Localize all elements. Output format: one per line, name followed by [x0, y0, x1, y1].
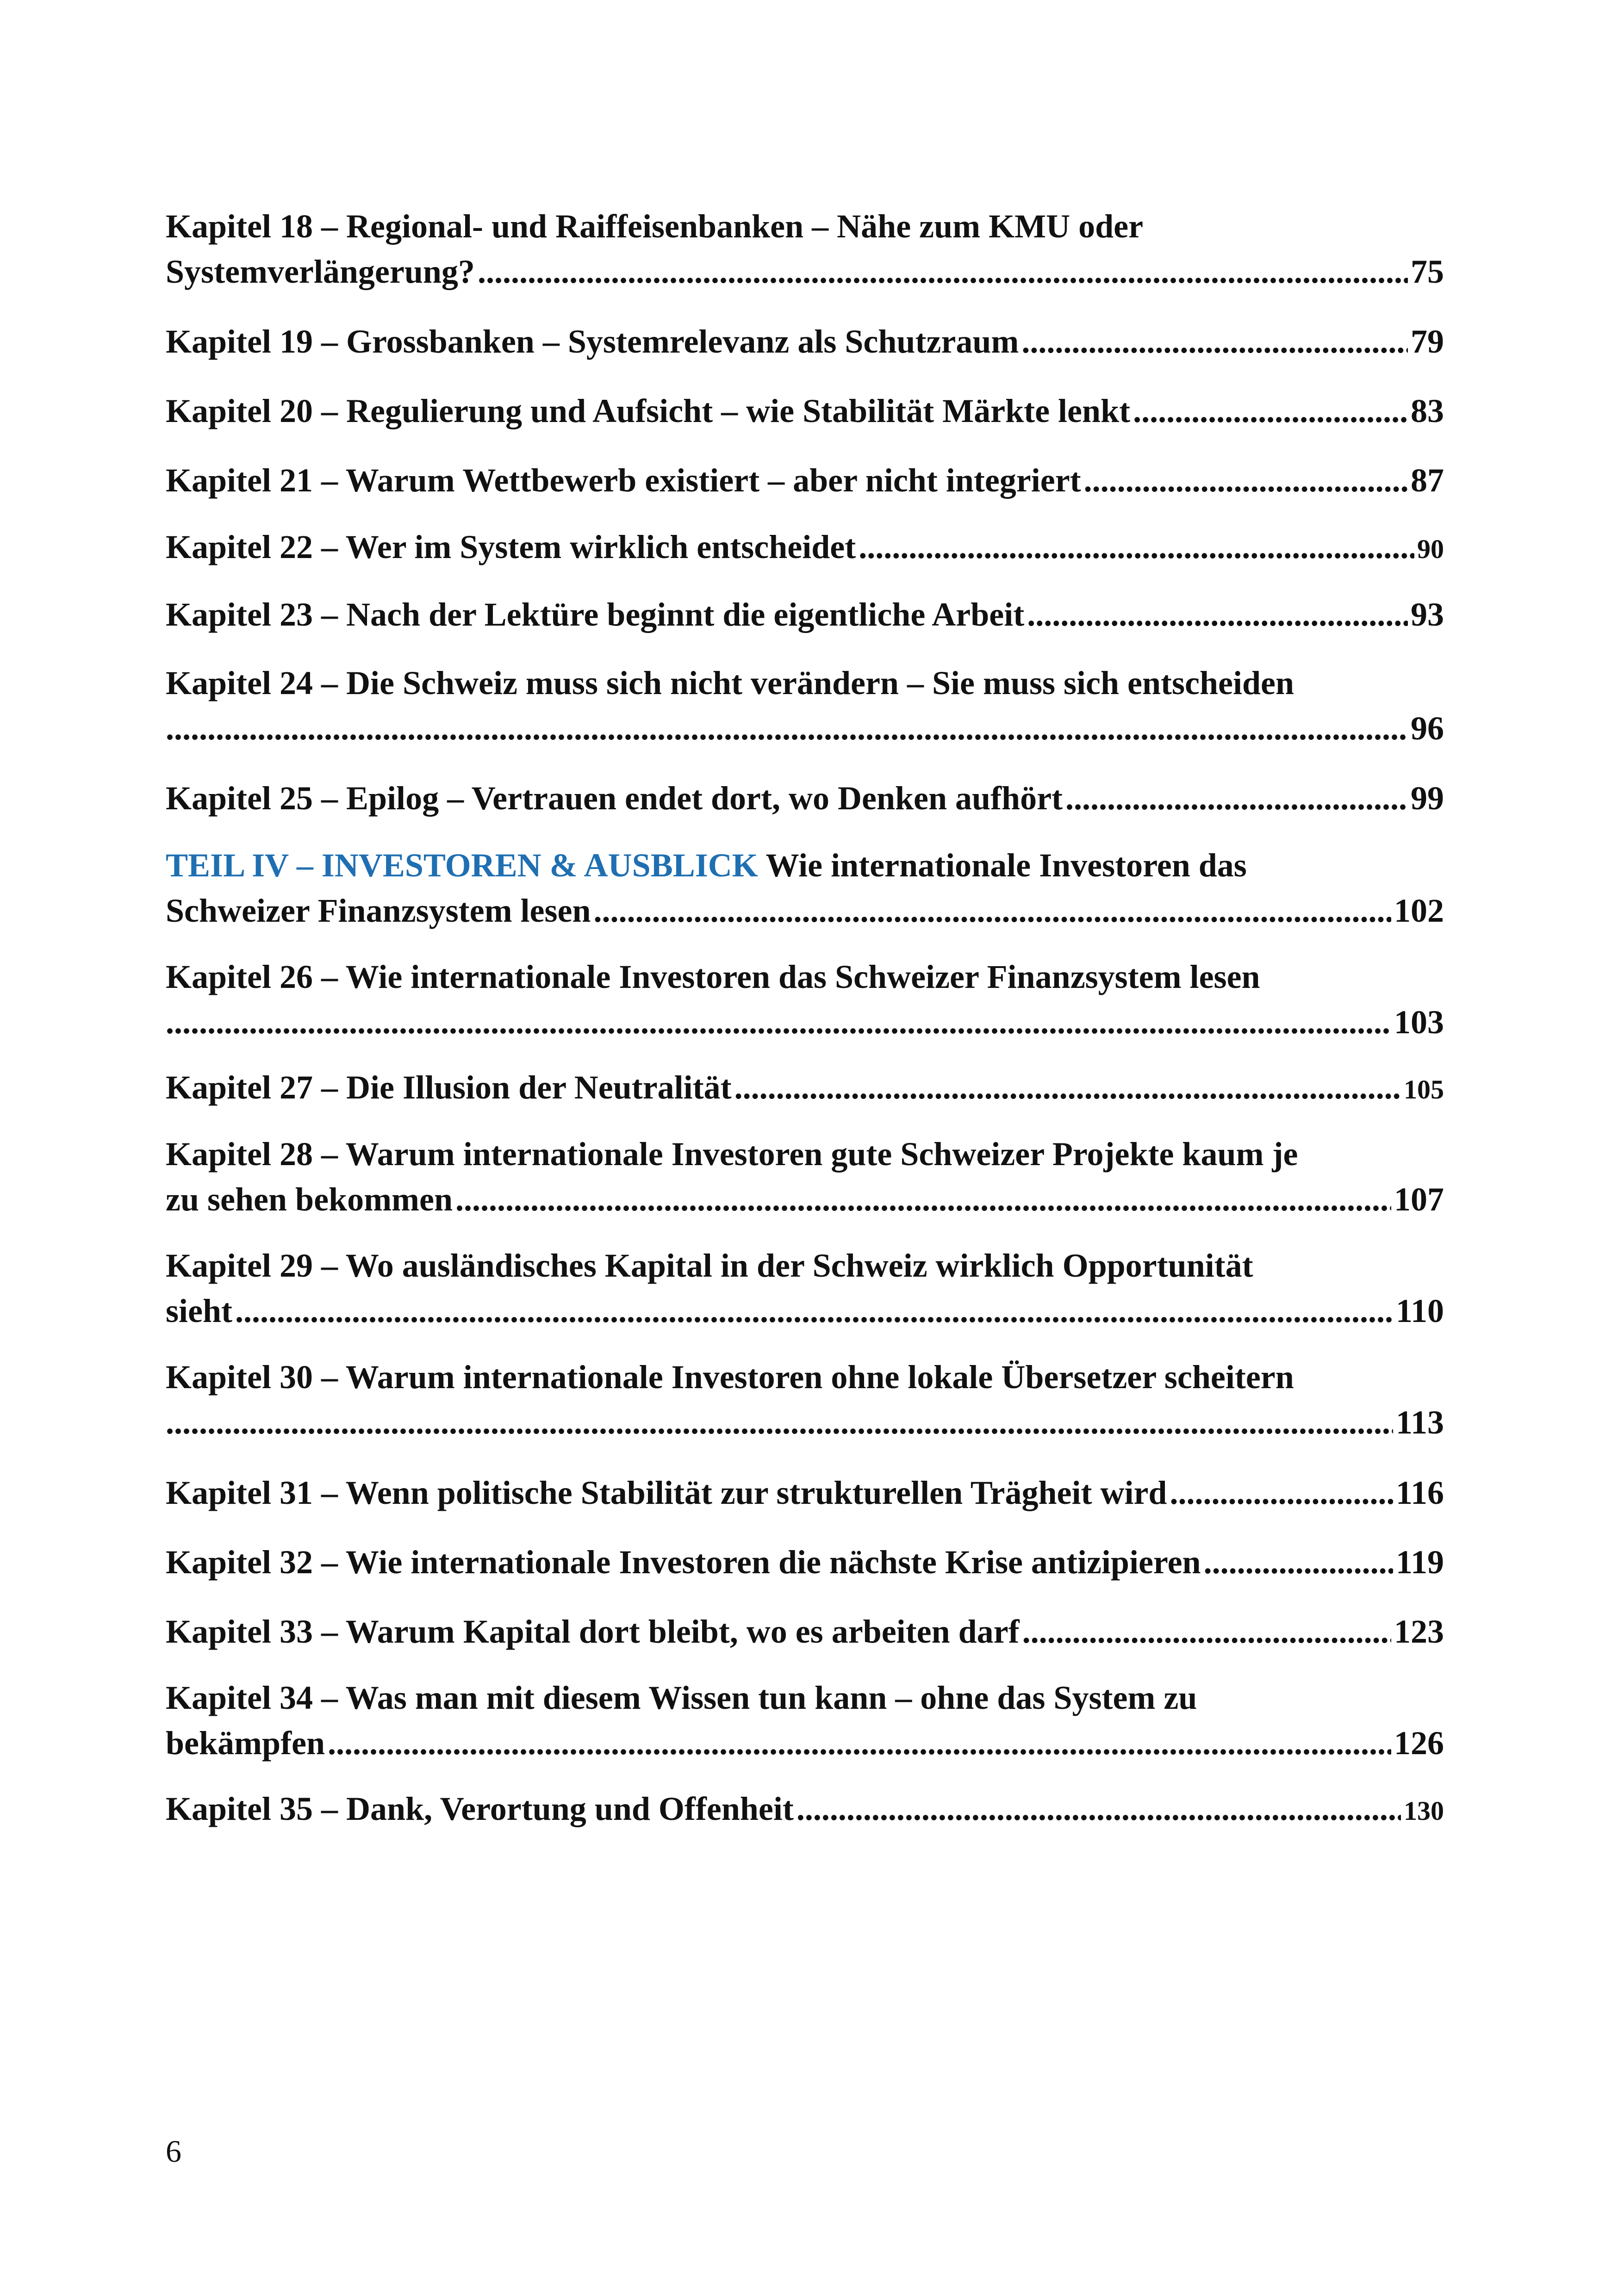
toc-entry-kapitel-18[interactable] — [166, 204, 1444, 294]
toc-page-number: 103 — [1394, 1004, 1444, 1041]
toc-entry-kapitel-28[interactable] — [166, 1131, 1444, 1222]
toc-page-number: 75 — [1411, 253, 1444, 290]
toc-entry-kapitel-32[interactable] — [166, 1539, 1444, 1585]
toc-entry-title-cont: Systemverlängerung? — [166, 253, 475, 290]
toc-entry-title-cont: sieht — [166, 1292, 232, 1329]
dot-leader — [166, 706, 1408, 751]
toc-entry-title: Kapitel 24 – Die Schweiz muss sich nicht verändern – Sie muss sich entscheiden — [166, 664, 1294, 701]
toc-page-number: 87 — [1411, 462, 1444, 499]
dot-leader — [1065, 776, 1408, 821]
toc-entry-title: Kapitel 29 – Wo ausländisches Kapital in der Schweiz wirklich Opportunität — [166, 1247, 1253, 1284]
dot-leader — [859, 524, 1414, 570]
toc-entry-kapitel-35[interactable] — [166, 1786, 1444, 1831]
dot-leader — [1133, 388, 1408, 434]
toc-entry-title: Kapitel 33 – Warum Kapital dort bleibt, wo es arbeiten darf — [166, 1613, 1020, 1650]
toc-page-number: 93 — [1411, 596, 1444, 633]
toc-entry-title: Kapitel 26 – Wie internationale Investoren das Schweizer Finanzsystem lesen — [166, 958, 1260, 995]
toc-page-number: 90 — [1417, 534, 1444, 564]
toc-entry-kapitel-26[interactable] — [166, 954, 1444, 1045]
dot-leader — [797, 1786, 1401, 1831]
dot-leader — [166, 999, 1391, 1045]
dot-leader — [1170, 1470, 1393, 1515]
toc-page-number: 107 — [1394, 1181, 1444, 1218]
dot-leader — [166, 1400, 1393, 1445]
toc-page-number: 130 — [1404, 1796, 1444, 1826]
toc-entry-title: Kapitel 31 – Wenn politische Stabilität zur strukturellen Trägheit wird — [166, 1474, 1167, 1511]
toc-entry-kapitel-21[interactable] — [166, 458, 1444, 503]
toc-entry-title-cont: Schweizer Finanzsystem lesen — [166, 892, 591, 929]
toc-page-number: 126 — [1394, 1725, 1444, 1762]
toc-entry-title: Kapitel 18 – Regional- und Raiffeisenbanken – Nähe zum KMU oder — [166, 208, 1144, 245]
toc-entry-title: Kapitel 23 – Nach der Lektüre beginnt die eigentliche Arbeit — [166, 596, 1025, 633]
dot-leader — [328, 1720, 1391, 1766]
teil-label: TEIL IV – INVESTOREN & AUSBLICK — [166, 847, 758, 884]
toc-entry-title-cont: zu sehen bekommen — [166, 1181, 453, 1218]
toc-entry-title-cont: bekämpfen — [166, 1725, 325, 1762]
toc-entry-teil-iv[interactable] — [166, 843, 1444, 933]
toc-entry-title: Kapitel 34 – Was man mit diesem Wissen tun kann – ohne das System zu — [166, 1679, 1197, 1716]
toc-entry-kapitel-34[interactable] — [166, 1675, 1444, 1766]
toc-page-number: 123 — [1394, 1613, 1444, 1650]
toc-entry-kapitel-20[interactable] — [166, 388, 1444, 434]
dot-leader — [594, 888, 1391, 933]
toc-entry-title: Kapitel 25 – Epilog – Vertrauen endet dort, wo Denken aufhört — [166, 780, 1063, 817]
toc-entry-title: Kapitel 20 – Regulierung und Aufsicht – wie Stabilität Märkte lenkt — [166, 392, 1131, 429]
dot-leader — [455, 1177, 1391, 1222]
toc-page-number: 79 — [1411, 323, 1444, 360]
toc-entry-kapitel-31[interactable] — [166, 1470, 1444, 1515]
toc-page-number: 96 — [1411, 710, 1444, 747]
dot-leader — [1027, 592, 1408, 637]
toc-entry-title: Kapitel 22 – Wer im System wirklich entscheidet — [166, 528, 856, 565]
page-number: 6 — [166, 2134, 181, 2169]
toc-entry-kapitel-19[interactable] — [166, 319, 1444, 364]
dot-leader — [1084, 458, 1408, 503]
toc-page-number: 102 — [1394, 892, 1444, 929]
toc-entry-kapitel-22[interactable] — [166, 524, 1444, 570]
dot-leader — [1021, 319, 1408, 364]
dot-leader — [734, 1065, 1401, 1110]
toc-page-number: 99 — [1411, 780, 1444, 817]
toc-entry-title: Kapitel 19 – Grossbanken – Systemrelevanz als Schutzraum — [166, 323, 1019, 360]
toc-page-number: 83 — [1411, 392, 1444, 429]
toc-entry-kapitel-30[interactable] — [166, 1354, 1444, 1445]
toc-page-number: 113 — [1395, 1404, 1444, 1441]
toc-entry-kapitel-24[interactable] — [166, 660, 1444, 751]
toc-entry-kapitel-25[interactable] — [166, 776, 1444, 821]
dot-leader — [1022, 1609, 1391, 1654]
toc-entry-title: Kapitel 21 – Warum Wettbewerb existiert – aber nicht integriert — [166, 462, 1081, 499]
toc-page-number: 116 — [1395, 1474, 1444, 1511]
toc-entry-title: Wie internationale Investoren das — [758, 847, 1247, 884]
toc-entry-title: Kapitel 35 – Dank, Verortung und Offenheit — [166, 1790, 794, 1827]
toc-entry-kapitel-29[interactable] — [166, 1243, 1444, 1334]
toc-entry-title: Kapitel 27 – Die Illusion der Neutralität — [166, 1069, 732, 1106]
dot-leader — [478, 249, 1408, 294]
toc-entry-kapitel-23[interactable] — [166, 592, 1444, 637]
dot-leader — [235, 1288, 1393, 1334]
toc-page-number: 105 — [1404, 1074, 1444, 1105]
toc-page-number: 119 — [1395, 1544, 1444, 1581]
toc-entry-title: Kapitel 32 – Wie internationale Investoren die nächste Krise antizipieren — [166, 1544, 1201, 1581]
toc-entry-kapitel-33[interactable] — [166, 1609, 1444, 1654]
toc-entry-title: Kapitel 30 – Warum internationale Investoren ohne lokale Übersetzer scheitern — [166, 1359, 1294, 1396]
toc-entry-kapitel-27[interactable] — [166, 1065, 1444, 1110]
toc-page-number: 110 — [1395, 1292, 1444, 1329]
dot-leader — [1204, 1539, 1393, 1585]
toc-entry-title: Kapitel 28 – Warum internationale Investoren gute Schweizer Projekte kaum je — [166, 1136, 1298, 1173]
